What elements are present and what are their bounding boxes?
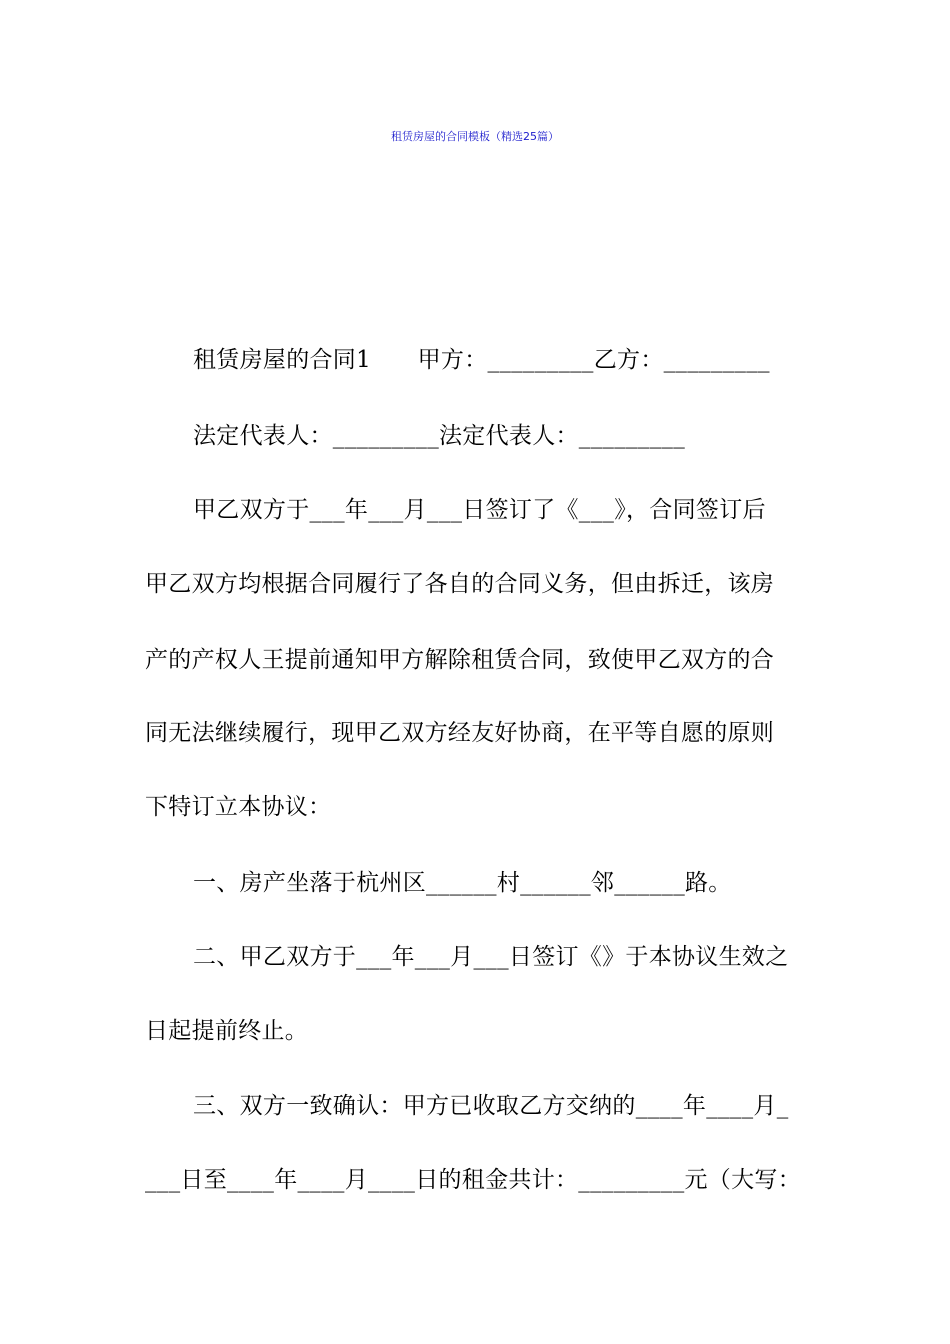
- paragraph-line-parties: 租赁房屋的合同1 甲方：_________乙方：_________: [193, 347, 770, 373]
- paragraph-line: 产的产权人王提前通知甲方解除租赁合同，致使甲乙双方的合: [145, 647, 775, 673]
- paragraph-line-representatives: 法定代表人：_________法定代表人：_________: [193, 423, 685, 449]
- paragraph-line: 同无法继续履行，现甲乙双方经友好协商，在平等自愿的原则: [145, 720, 775, 746]
- paragraph-line: 下特订立本协议：: [145, 794, 332, 820]
- clause-line-one: 一、房产坐落于杭州区______村______邻______路。: [193, 870, 732, 896]
- clause-line-two: 二、甲乙双方于___年___月___日签订《》于本协议生效之: [193, 944, 789, 970]
- paragraph-line: ___日至____年____月____日的租金共计：_________元（大写：: [145, 1167, 801, 1193]
- document-title: 租赁房屋的合同模板（精选25篇）: [391, 130, 559, 143]
- paragraph-line: 甲乙双方均根据合同履行了各自的合同义务，但由拆迁，该房: [145, 571, 775, 597]
- clause-line-three: 三、双方一致确认：甲方已收取乙方交纳的____年____月_: [193, 1093, 789, 1119]
- paragraph-line: 甲乙双方于___年___月___日签订了《___》，合同签订后: [193, 497, 766, 523]
- paragraph-line: 日起提前终止。: [145, 1018, 309, 1044]
